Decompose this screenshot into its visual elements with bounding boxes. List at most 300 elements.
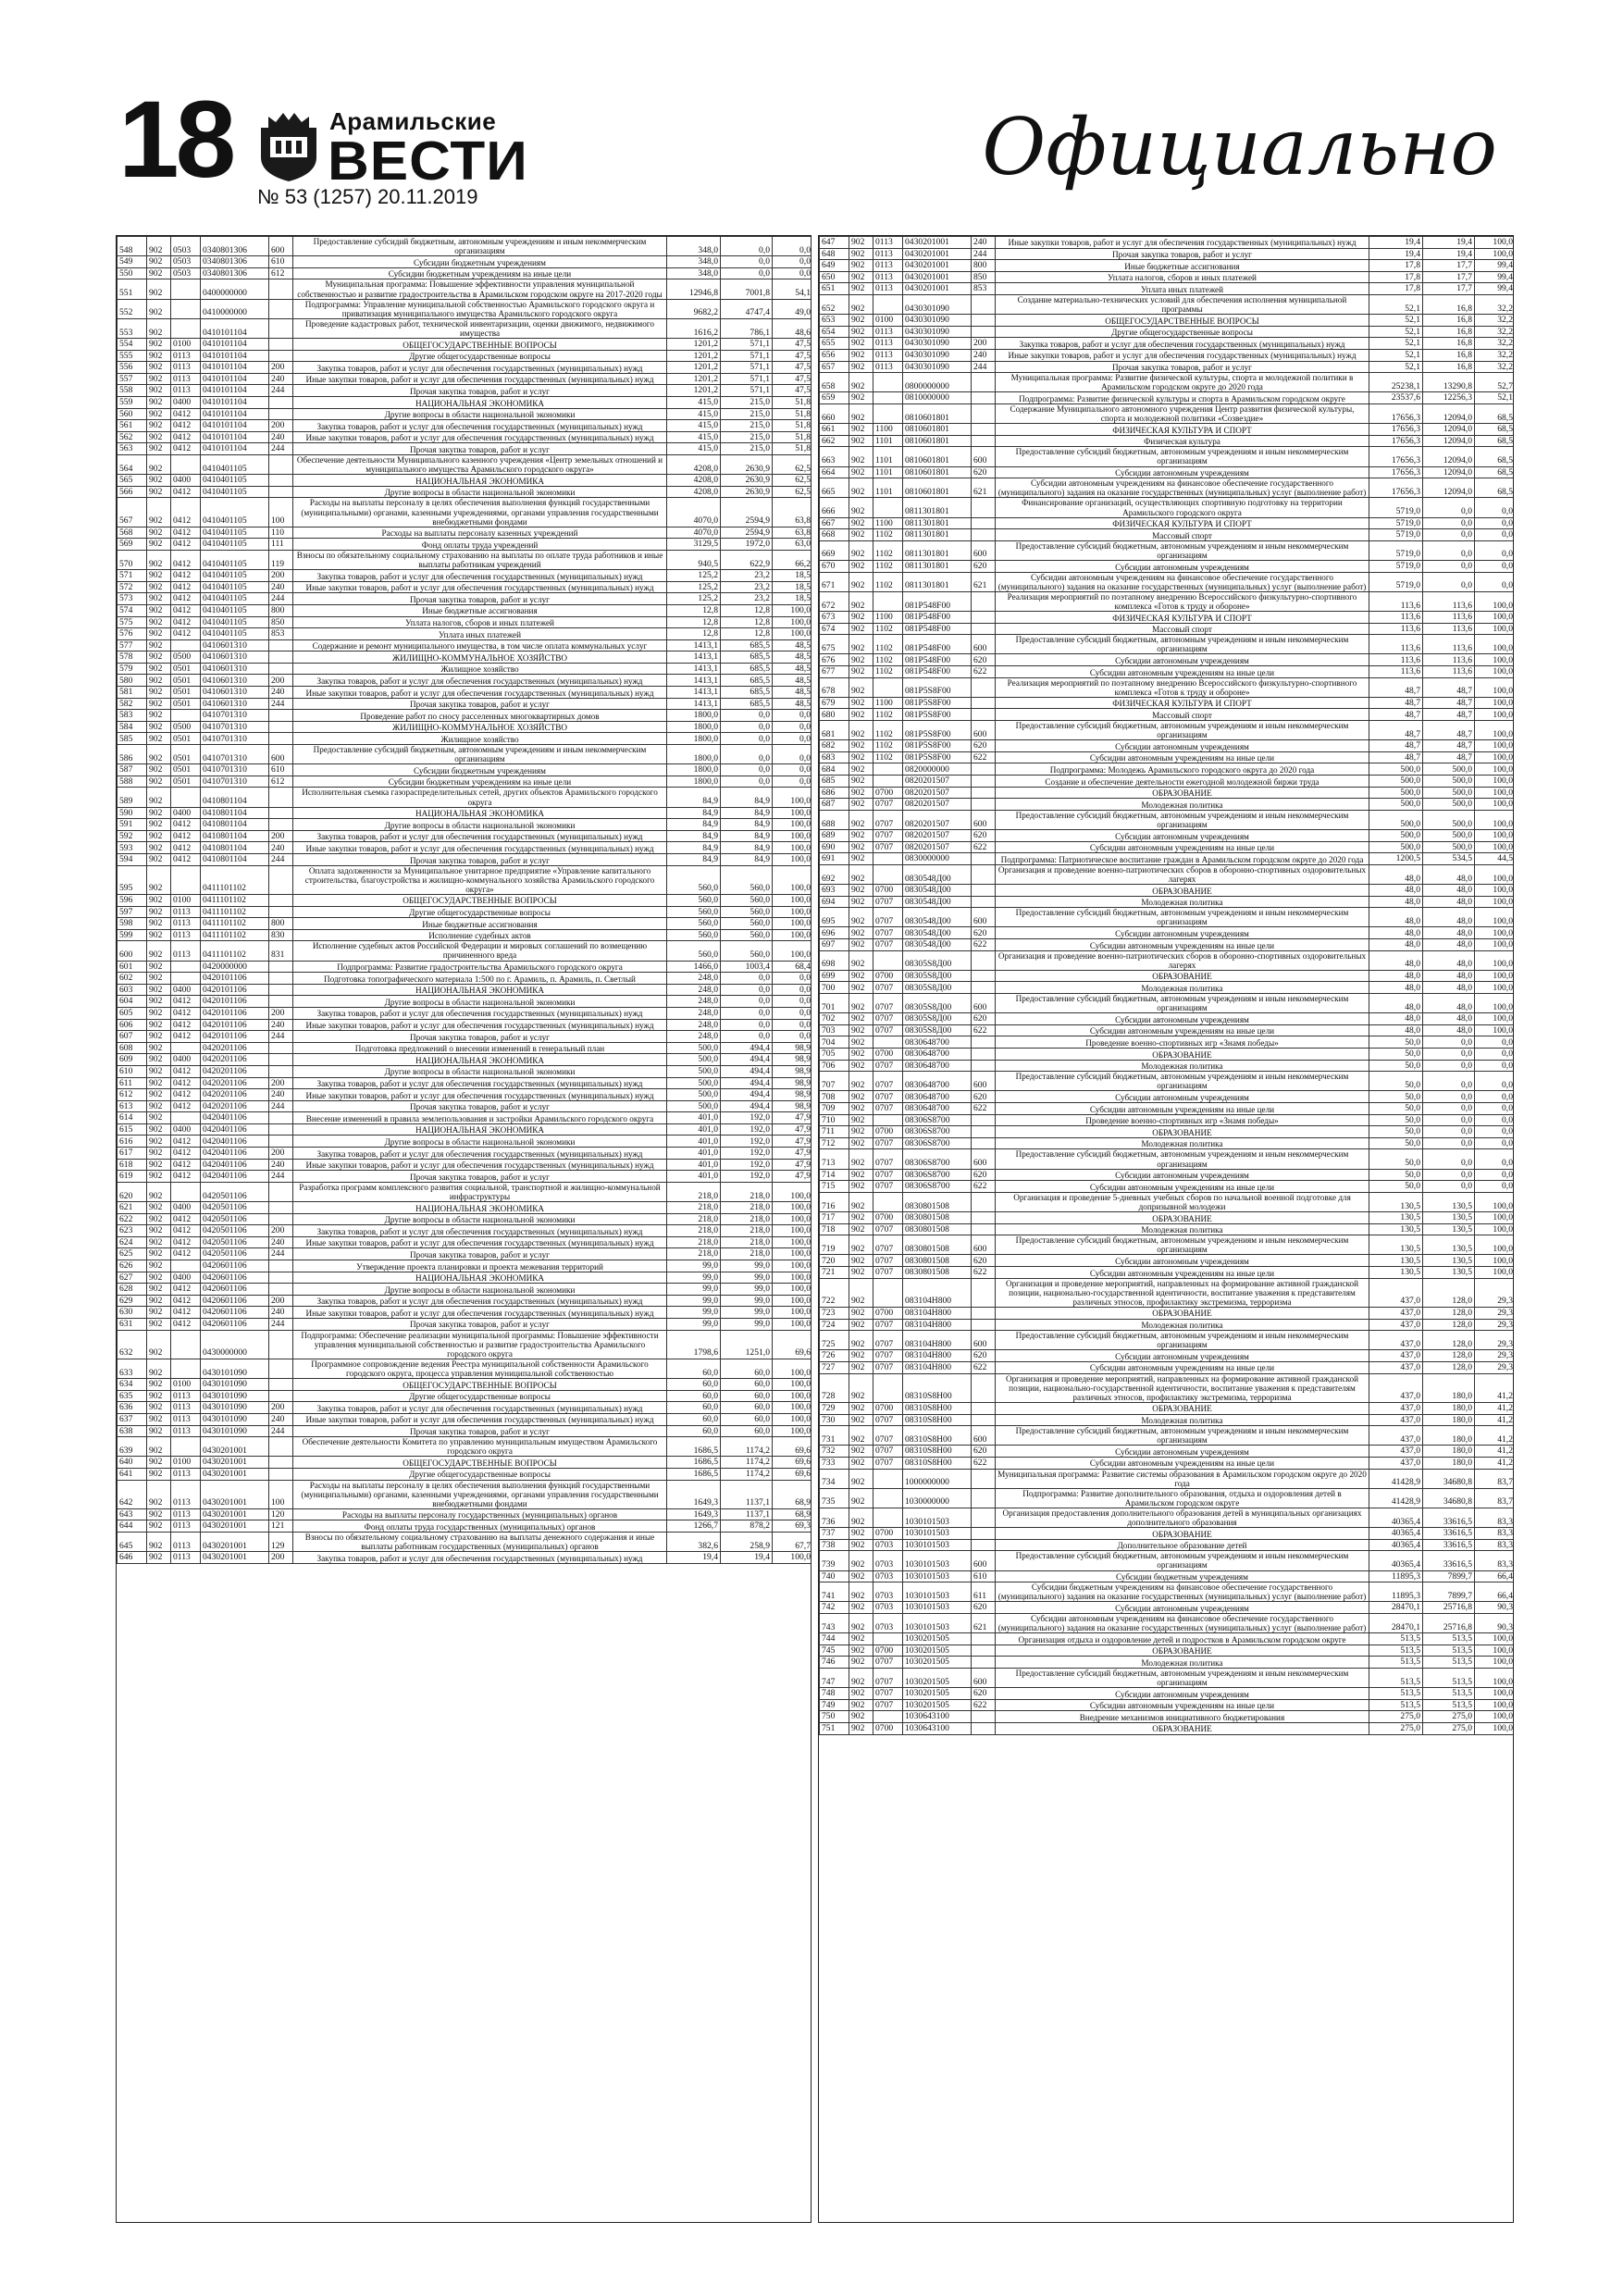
target-article-code: 0420401106 bbox=[201, 1112, 269, 1124]
row-number: 647 bbox=[820, 237, 849, 249]
target-article-code: 0810601801 bbox=[903, 447, 972, 466]
expense-type-code bbox=[972, 1469, 996, 1488]
section-code: 0412 bbox=[171, 854, 201, 866]
execution-percent: 32,2 bbox=[1475, 361, 1515, 373]
target-article-code: 0420101106 bbox=[201, 996, 269, 1008]
expense-type-code bbox=[972, 697, 996, 709]
expense-type-code bbox=[972, 864, 996, 884]
expense-type-code bbox=[269, 1457, 293, 1469]
admin-code: 902 bbox=[147, 593, 171, 605]
planned-amount: 48,7 bbox=[1369, 697, 1423, 709]
row-number: 662 bbox=[820, 435, 849, 447]
expense-name: Организация и проведение военно-патриотических сборов в оборонно-спортивных оздоровительных лагерях bbox=[996, 864, 1369, 884]
section-code: 1102 bbox=[873, 751, 903, 763]
expense-name: ФИЗИЧЕСКАЯ КУЛЬТУРА И СПОРТ bbox=[996, 612, 1369, 624]
admin-code: 902 bbox=[849, 927, 873, 939]
section-code: 0503 bbox=[171, 256, 201, 268]
expense-name: Обеспечение деятельности Комитета по управлению муниципальным имуществом Арамильского городского округа bbox=[293, 1437, 667, 1457]
expense-name: Иные закупки товаров, работ и услуг для обеспечения государственных (муниципальных) нужд bbox=[293, 1019, 667, 1031]
row-number: 664 bbox=[820, 466, 849, 478]
planned-amount: 218,0 bbox=[667, 1182, 721, 1201]
execution-percent: 0,0 bbox=[773, 721, 812, 733]
planned-amount: 130,5 bbox=[1369, 1192, 1423, 1211]
execution-percent: 0,0 bbox=[773, 973, 812, 985]
target-article-code: 08310S8Н00 bbox=[903, 1457, 972, 1469]
executed-amount: 113,6 bbox=[1423, 612, 1475, 624]
expense-name: Подпрограмма: Управление муниципальной собственностью Арамильского городского округа и приватизация муниципального имущества Арамильского городского округа bbox=[293, 299, 667, 318]
expense-type-code: 240 bbox=[269, 1089, 293, 1101]
execution-percent: 100,0 bbox=[773, 1284, 812, 1296]
executed-amount: 571,1 bbox=[721, 362, 773, 374]
expense-name: Субсидии автономным учреждениям на иные цели bbox=[996, 1181, 1369, 1193]
section-code: 0707 bbox=[873, 908, 903, 927]
section-code: 1102 bbox=[873, 654, 903, 666]
admin-code: 902 bbox=[849, 950, 873, 970]
row-number: 649 bbox=[820, 260, 849, 272]
admin-code: 902 bbox=[849, 721, 873, 740]
expense-type-code bbox=[972, 1319, 996, 1331]
admin-code: 902 bbox=[849, 1469, 873, 1488]
table-row bbox=[820, 1508, 1515, 1527]
row-number: 673 bbox=[820, 612, 849, 624]
row-number: 608 bbox=[118, 1042, 147, 1054]
execution-percent: 29,3 bbox=[1475, 1350, 1515, 1362]
planned-amount: 48,0 bbox=[1369, 927, 1423, 939]
section-code bbox=[873, 763, 903, 776]
table-row bbox=[118, 1089, 812, 1101]
expense-name: Прочая закупка товаров, работ и услуг bbox=[293, 1319, 667, 1331]
executed-amount: 685,5 bbox=[721, 687, 773, 699]
row-number: 686 bbox=[820, 787, 849, 799]
planned-amount: 99,0 bbox=[667, 1295, 721, 1307]
admin-code: 902 bbox=[849, 1267, 873, 1279]
expense-type-code: 240 bbox=[269, 687, 293, 699]
admin-code: 902 bbox=[147, 408, 171, 420]
expense-type-code bbox=[972, 1126, 996, 1138]
executed-amount: 513,5 bbox=[1423, 1688, 1475, 1700]
execution-percent: 0,0 bbox=[773, 1031, 812, 1043]
expense-type-code: 244 bbox=[269, 1171, 293, 1183]
row-number: 736 bbox=[820, 1508, 849, 1527]
admin-code: 902 bbox=[147, 1089, 171, 1101]
expense-name: Уплата налогов, сборов и иных платежей bbox=[293, 616, 667, 628]
expense-type-code: 800 bbox=[269, 604, 293, 616]
planned-amount: 48,7 bbox=[1369, 677, 1423, 697]
expense-name: ОБРАЗОВАНИЕ bbox=[996, 885, 1369, 897]
executed-amount: 48,7 bbox=[1423, 740, 1475, 752]
table-row bbox=[820, 896, 1515, 908]
expense-type-code: 622 bbox=[972, 841, 996, 853]
executed-amount: 130,5 bbox=[1423, 1192, 1475, 1211]
executed-amount: 0,0 bbox=[721, 733, 773, 745]
planned-amount: 40365,4 bbox=[1369, 1508, 1423, 1527]
section-code: 0707 bbox=[873, 810, 903, 829]
target-article-code: 0410401105 bbox=[201, 581, 269, 593]
admin-code: 902 bbox=[849, 1722, 873, 1734]
expense-type-code: 850 bbox=[972, 271, 996, 283]
planned-amount: 48,7 bbox=[1369, 721, 1423, 740]
expense-name: Предоставление субсидий бюджетным, автономным учреждениям и иным некоммерческим организациям bbox=[996, 1668, 1369, 1687]
execution-percent: 69,6 bbox=[773, 1457, 812, 1469]
table-row bbox=[820, 403, 1515, 423]
row-number: 553 bbox=[118, 318, 147, 338]
target-article-code: 0420201106 bbox=[201, 1100, 269, 1112]
target-article-code: 0410401105 bbox=[201, 550, 269, 569]
executed-amount: 0,0 bbox=[1423, 498, 1475, 517]
section-code: 1101 bbox=[873, 447, 903, 466]
expense-name: Предоставление субсидий бюджетным, автономным учреждениям и иным некоммерческим организациям bbox=[996, 908, 1369, 927]
executed-amount: 0,0 bbox=[1423, 540, 1475, 560]
row-number: 740 bbox=[820, 1570, 849, 1582]
execution-percent: 100,0 bbox=[1475, 740, 1515, 752]
section-code: 0412 bbox=[171, 593, 201, 605]
target-article-code: 081P5S8F00 bbox=[903, 697, 972, 709]
row-number: 571 bbox=[118, 570, 147, 582]
execution-percent: 69,6 bbox=[773, 1330, 812, 1359]
planned-amount: 99,0 bbox=[667, 1307, 721, 1319]
executed-amount: 12,8 bbox=[721, 616, 773, 628]
expense-name: Субсидии автономным учреждениям bbox=[996, 1602, 1369, 1614]
target-article-code: 1030101503 bbox=[903, 1551, 972, 1570]
table-row bbox=[118, 1402, 812, 1414]
row-number: 729 bbox=[820, 1402, 849, 1414]
table-row bbox=[820, 1114, 1515, 1126]
table-row bbox=[118, 420, 812, 432]
planned-amount: 415,0 bbox=[667, 408, 721, 420]
table-row bbox=[118, 431, 812, 443]
row-number: 587 bbox=[118, 764, 147, 776]
section-code bbox=[873, 1633, 903, 1645]
target-article-code: 0420601106 bbox=[201, 1272, 269, 1284]
row-number: 606 bbox=[118, 1019, 147, 1031]
table-row bbox=[118, 570, 812, 582]
target-article-code: 1000000000 bbox=[903, 1469, 972, 1488]
executed-amount: 23,2 bbox=[721, 593, 773, 605]
execution-percent: 47,9 bbox=[773, 1136, 812, 1148]
admin-code: 902 bbox=[849, 540, 873, 560]
expense-name: Прочая закупка товаров, работ и услуг bbox=[293, 1171, 667, 1183]
target-article-code: 08306S8700 bbox=[903, 1169, 972, 1181]
expense-type-code bbox=[972, 373, 996, 392]
row-number: 576 bbox=[118, 628, 147, 640]
expense-name: Закупка товаров, работ и услуг для обеспечения государственных (муниципальных) нужд bbox=[293, 1007, 667, 1019]
section-code: 0501 bbox=[171, 687, 201, 699]
table-row bbox=[118, 486, 812, 498]
execution-percent: 100,0 bbox=[1475, 841, 1515, 853]
planned-amount: 48,0 bbox=[1369, 970, 1423, 982]
execution-percent: 47,5 bbox=[773, 339, 812, 351]
executed-amount: 16,8 bbox=[1423, 349, 1475, 361]
admin-code: 902 bbox=[849, 466, 873, 478]
expense-name: Субсидии автономным учреждениям bbox=[996, 466, 1369, 478]
expense-name: Предоставление субсидий бюджетным, автономным учреждениям и иным некоммерческим организациям bbox=[996, 1149, 1369, 1169]
expense-type-code bbox=[269, 996, 293, 1008]
admin-code: 902 bbox=[147, 385, 171, 397]
executed-amount: 215,0 bbox=[721, 443, 773, 455]
section-code: 0412 bbox=[171, 1089, 201, 1101]
expense-name: Жилищное хозяйство bbox=[293, 733, 667, 745]
planned-amount: 437,0 bbox=[1369, 1457, 1423, 1469]
execution-percent: 47,9 bbox=[773, 1171, 812, 1183]
admin-code: 902 bbox=[147, 865, 171, 894]
planned-amount: 19,4 bbox=[1369, 237, 1423, 249]
planned-amount: 52,1 bbox=[1369, 315, 1423, 327]
admin-code: 902 bbox=[147, 237, 171, 256]
table-row bbox=[118, 865, 812, 894]
expense-type-code: 622 bbox=[972, 1457, 996, 1469]
executed-amount: 560,0 bbox=[721, 894, 773, 906]
expense-type-code bbox=[972, 612, 996, 624]
target-article-code: 0810601801 bbox=[903, 403, 972, 423]
executed-amount: 16,8 bbox=[1423, 315, 1475, 327]
executed-amount: 17,7 bbox=[1423, 283, 1475, 295]
expense-type-code: 111 bbox=[269, 539, 293, 551]
row-number: 563 bbox=[118, 443, 147, 455]
planned-amount: 1800,0 bbox=[667, 764, 721, 776]
executed-amount: 48,0 bbox=[1423, 908, 1475, 927]
expense-type-code bbox=[972, 1373, 996, 1402]
expense-type-code: 240 bbox=[269, 1307, 293, 1319]
table-row bbox=[118, 984, 812, 996]
section-code: 0412 bbox=[171, 1136, 201, 1148]
expense-name: Проведение кадастровых работ, технической инвентаризации, оценки движимого, недвижимого имущества bbox=[293, 318, 667, 338]
row-number: 668 bbox=[820, 529, 849, 541]
admin-code: 902 bbox=[147, 1077, 171, 1089]
row-number: 622 bbox=[118, 1213, 147, 1225]
table-row bbox=[820, 864, 1515, 884]
execution-percent: 100,0 bbox=[1475, 237, 1515, 249]
row-number: 614 bbox=[118, 1112, 147, 1124]
executed-amount: 130,5 bbox=[1423, 1255, 1475, 1267]
target-article-code: 0830648700 bbox=[903, 1103, 972, 1115]
target-article-code: 1030201505 bbox=[903, 1668, 972, 1687]
expense-name: НАЦИОНАЛЬНАЯ ЭКОНОМИКА bbox=[293, 1202, 667, 1214]
execution-percent: 54,1 bbox=[773, 279, 812, 299]
expense-type-code: 620 bbox=[972, 1446, 996, 1458]
executed-amount: 215,0 bbox=[721, 420, 773, 432]
section-code: 0707 bbox=[873, 1457, 903, 1469]
expense-type-code: 600 bbox=[972, 1331, 996, 1350]
executed-amount: 0,0 bbox=[721, 1007, 773, 1019]
executed-amount: 16,8 bbox=[1423, 294, 1475, 314]
expense-name: Расходы на выплаты персоналу государственных (муниципальных) органов bbox=[293, 1508, 667, 1520]
expense-type-code bbox=[269, 475, 293, 487]
expense-name: ЖИЛИЩНО-КОММУНАЛЬНОЕ ХОЗЯЙСТВО bbox=[293, 652, 667, 664]
execution-percent: 100,0 bbox=[1475, 1722, 1515, 1734]
table-row bbox=[118, 1148, 812, 1160]
executed-amount: 84,9 bbox=[721, 842, 773, 854]
execution-percent: 90,3 bbox=[1475, 1613, 1515, 1632]
executed-amount: 0,0 bbox=[721, 776, 773, 788]
expense-name: Предоставление субсидий бюджетным, автономным учреждениям и иным некоммерческим организациям bbox=[996, 994, 1369, 1013]
table-row bbox=[118, 764, 812, 776]
admin-code: 902 bbox=[849, 885, 873, 897]
expense-type-code bbox=[972, 1644, 996, 1657]
planned-amount: 84,9 bbox=[667, 842, 721, 854]
admin-code: 902 bbox=[147, 710, 171, 722]
expense-name: Другие вопросы в области национальной экономики bbox=[293, 1136, 667, 1148]
section-code: 0707 bbox=[873, 927, 903, 939]
executed-amount: 180,0 bbox=[1423, 1402, 1475, 1414]
table-row bbox=[820, 950, 1515, 970]
expense-type-code: 620 bbox=[972, 1013, 996, 1025]
admin-code: 902 bbox=[147, 1213, 171, 1225]
planned-amount: 500,0 bbox=[667, 1065, 721, 1077]
row-number: 694 bbox=[820, 896, 849, 908]
admin-code: 902 bbox=[849, 1149, 873, 1169]
row-number: 700 bbox=[820, 982, 849, 994]
admin-code: 902 bbox=[147, 776, 171, 788]
admin-code: 902 bbox=[849, 1024, 873, 1036]
execution-percent: 100,0 bbox=[1475, 927, 1515, 939]
planned-amount: 48,0 bbox=[1369, 1024, 1423, 1036]
section-code: 1102 bbox=[873, 709, 903, 721]
table-row bbox=[820, 1267, 1515, 1279]
target-article-code: 1030101503 bbox=[903, 1613, 972, 1632]
row-number: 745 bbox=[820, 1644, 849, 1657]
execution-percent: 100,0 bbox=[773, 1213, 812, 1225]
planned-amount: 28470,1 bbox=[1369, 1613, 1423, 1632]
expense-name: НАЦИОНАЛЬНАЯ ЭКОНОМИКА bbox=[293, 1272, 667, 1284]
admin-code: 902 bbox=[849, 1688, 873, 1700]
planned-amount: 1798,6 bbox=[667, 1330, 721, 1359]
executed-amount: 130,5 bbox=[1423, 1267, 1475, 1279]
execution-percent: 100,0 bbox=[1475, 763, 1515, 776]
row-number: 630 bbox=[118, 1307, 147, 1319]
expense-name: Взносы по обязательному социальному страхованию на выплаты по оплате труда работников и иные выплаты работникам учреждений bbox=[293, 550, 667, 569]
execution-percent: 66,2 bbox=[773, 550, 812, 569]
expense-name: Прочая закупка товаров, работ и услуг bbox=[293, 698, 667, 710]
target-article-code: 0420401106 bbox=[201, 1136, 269, 1148]
section-code: 0707 bbox=[873, 1072, 903, 1091]
row-number: 733 bbox=[820, 1457, 849, 1469]
expense-type-code bbox=[269, 1437, 293, 1457]
expense-type-code: 800 bbox=[972, 260, 996, 272]
expense-name: Муниципальная программа: Развитие системы образования в Арамильском городском округе до 2020 года bbox=[996, 1469, 1369, 1488]
executed-amount: 128,0 bbox=[1423, 1361, 1475, 1373]
table-row bbox=[118, 527, 812, 539]
expense-name: НАЦИОНАЛЬНАЯ ЭКОНОМИКА bbox=[293, 1054, 667, 1066]
planned-amount: 60,0 bbox=[667, 1379, 721, 1391]
executed-amount: 33616,5 bbox=[1423, 1551, 1475, 1570]
section-code: 0412 bbox=[171, 1031, 201, 1043]
expense-name: ОБЩЕГОСУДАРСТВЕННЫЕ ВОПРОСЫ bbox=[293, 1379, 667, 1391]
planned-amount: 60,0 bbox=[667, 1390, 721, 1402]
executed-amount: 84,9 bbox=[721, 830, 773, 842]
execution-percent: 100,0 bbox=[773, 842, 812, 854]
target-article-code: 081P548F00 bbox=[903, 591, 972, 611]
executed-amount: 12,8 bbox=[721, 604, 773, 616]
section-code: 1102 bbox=[873, 740, 903, 752]
expense-name: ОБРАЗОВАНИЕ bbox=[996, 1528, 1369, 1540]
executed-amount: 0,0 bbox=[1423, 1137, 1475, 1149]
row-number: 638 bbox=[118, 1425, 147, 1437]
executed-amount: 23,2 bbox=[721, 581, 773, 593]
target-article-code: 0420401106 bbox=[201, 1148, 269, 1160]
executed-amount: 99,0 bbox=[721, 1307, 773, 1319]
admin-code: 902 bbox=[147, 1148, 171, 1160]
section-code: 0412 bbox=[171, 1248, 201, 1260]
row-number: 731 bbox=[820, 1426, 849, 1446]
execution-percent: 100,0 bbox=[1475, 1223, 1515, 1235]
table-row bbox=[820, 666, 1515, 678]
table-row bbox=[820, 1426, 1515, 1446]
section-code: 0113 bbox=[171, 1402, 201, 1414]
expense-type-code bbox=[972, 709, 996, 721]
admin-code: 902 bbox=[147, 1284, 171, 1296]
execution-percent: 18,5 bbox=[773, 581, 812, 593]
admin-code: 902 bbox=[147, 550, 171, 569]
expense-type-code bbox=[972, 403, 996, 423]
executed-amount: 218,0 bbox=[721, 1225, 773, 1237]
planned-amount: 50,0 bbox=[1369, 1137, 1423, 1149]
planned-amount: 1686,5 bbox=[667, 1437, 721, 1457]
execution-percent: 100,0 bbox=[1475, 1688, 1515, 1700]
planned-amount: 1413,1 bbox=[667, 675, 721, 687]
section-code: 0707 bbox=[873, 994, 903, 1013]
admin-code: 902 bbox=[849, 612, 873, 624]
table-row bbox=[820, 1060, 1515, 1072]
table-row bbox=[118, 973, 812, 985]
target-article-code: 0410701310 bbox=[201, 745, 269, 764]
executed-amount: 494,4 bbox=[721, 1054, 773, 1066]
expense-name: Организация и проведение мероприятий, направленных на формирование активной гражданской позиции, национально-государственной идентичности, воспитание уважения к представителям различных этносов, профилактику экстремизма, терроризма bbox=[996, 1373, 1369, 1402]
planned-amount: 248,0 bbox=[667, 973, 721, 985]
planned-amount: 500,0 bbox=[1369, 799, 1423, 811]
table-row bbox=[118, 1031, 812, 1043]
executed-amount: 218,0 bbox=[721, 1182, 773, 1201]
table-row bbox=[118, 639, 812, 652]
table-row bbox=[118, 1077, 812, 1089]
executed-amount: 130,5 bbox=[1423, 1235, 1475, 1255]
target-article-code: 081P548F00 bbox=[903, 654, 972, 666]
row-number: 585 bbox=[118, 733, 147, 745]
table-row bbox=[820, 1049, 1515, 1061]
section-code: 0412 bbox=[171, 498, 201, 527]
target-article-code: 08310S8Н00 bbox=[903, 1402, 972, 1414]
section-code: 0707 bbox=[873, 1181, 903, 1193]
admin-code: 902 bbox=[849, 1570, 873, 1582]
expense-type-code: 622 bbox=[972, 1103, 996, 1115]
expense-type-code bbox=[269, 1042, 293, 1054]
target-article-code: 0430201001 bbox=[903, 248, 972, 260]
expense-name: Субсидии автономным учреждениям bbox=[996, 1350, 1369, 1362]
section-code: 0412 bbox=[171, 1007, 201, 1019]
table-row bbox=[820, 970, 1515, 982]
table-row bbox=[118, 961, 812, 973]
target-article-code: 0420501106 bbox=[201, 1248, 269, 1260]
row-number: 751 bbox=[820, 1722, 849, 1734]
expense-type-code: 200 bbox=[269, 675, 293, 687]
table-row bbox=[820, 1103, 1515, 1115]
expense-name: Закупка товаров, работ и услуг для обеспечения государственных (муниципальных) нужд bbox=[293, 1148, 667, 1160]
target-article-code: 0410601310 bbox=[201, 675, 269, 687]
planned-amount: 560,0 bbox=[667, 906, 721, 918]
row-number: 714 bbox=[820, 1169, 849, 1181]
row-number: 728 bbox=[820, 1373, 849, 1402]
section-code: 0503 bbox=[171, 267, 201, 279]
section-code: 0412 bbox=[171, 1284, 201, 1296]
admin-code: 902 bbox=[849, 283, 873, 295]
target-article-code: 0410401105 bbox=[201, 604, 269, 616]
row-number: 723 bbox=[820, 1307, 849, 1319]
admin-code: 902 bbox=[147, 830, 171, 842]
section-code bbox=[873, 1373, 903, 1402]
row-number: 575 bbox=[118, 616, 147, 628]
budget-table-right bbox=[818, 235, 1514, 2223]
target-article-code: 1030101503 bbox=[903, 1508, 972, 1527]
table-row bbox=[820, 517, 1515, 529]
